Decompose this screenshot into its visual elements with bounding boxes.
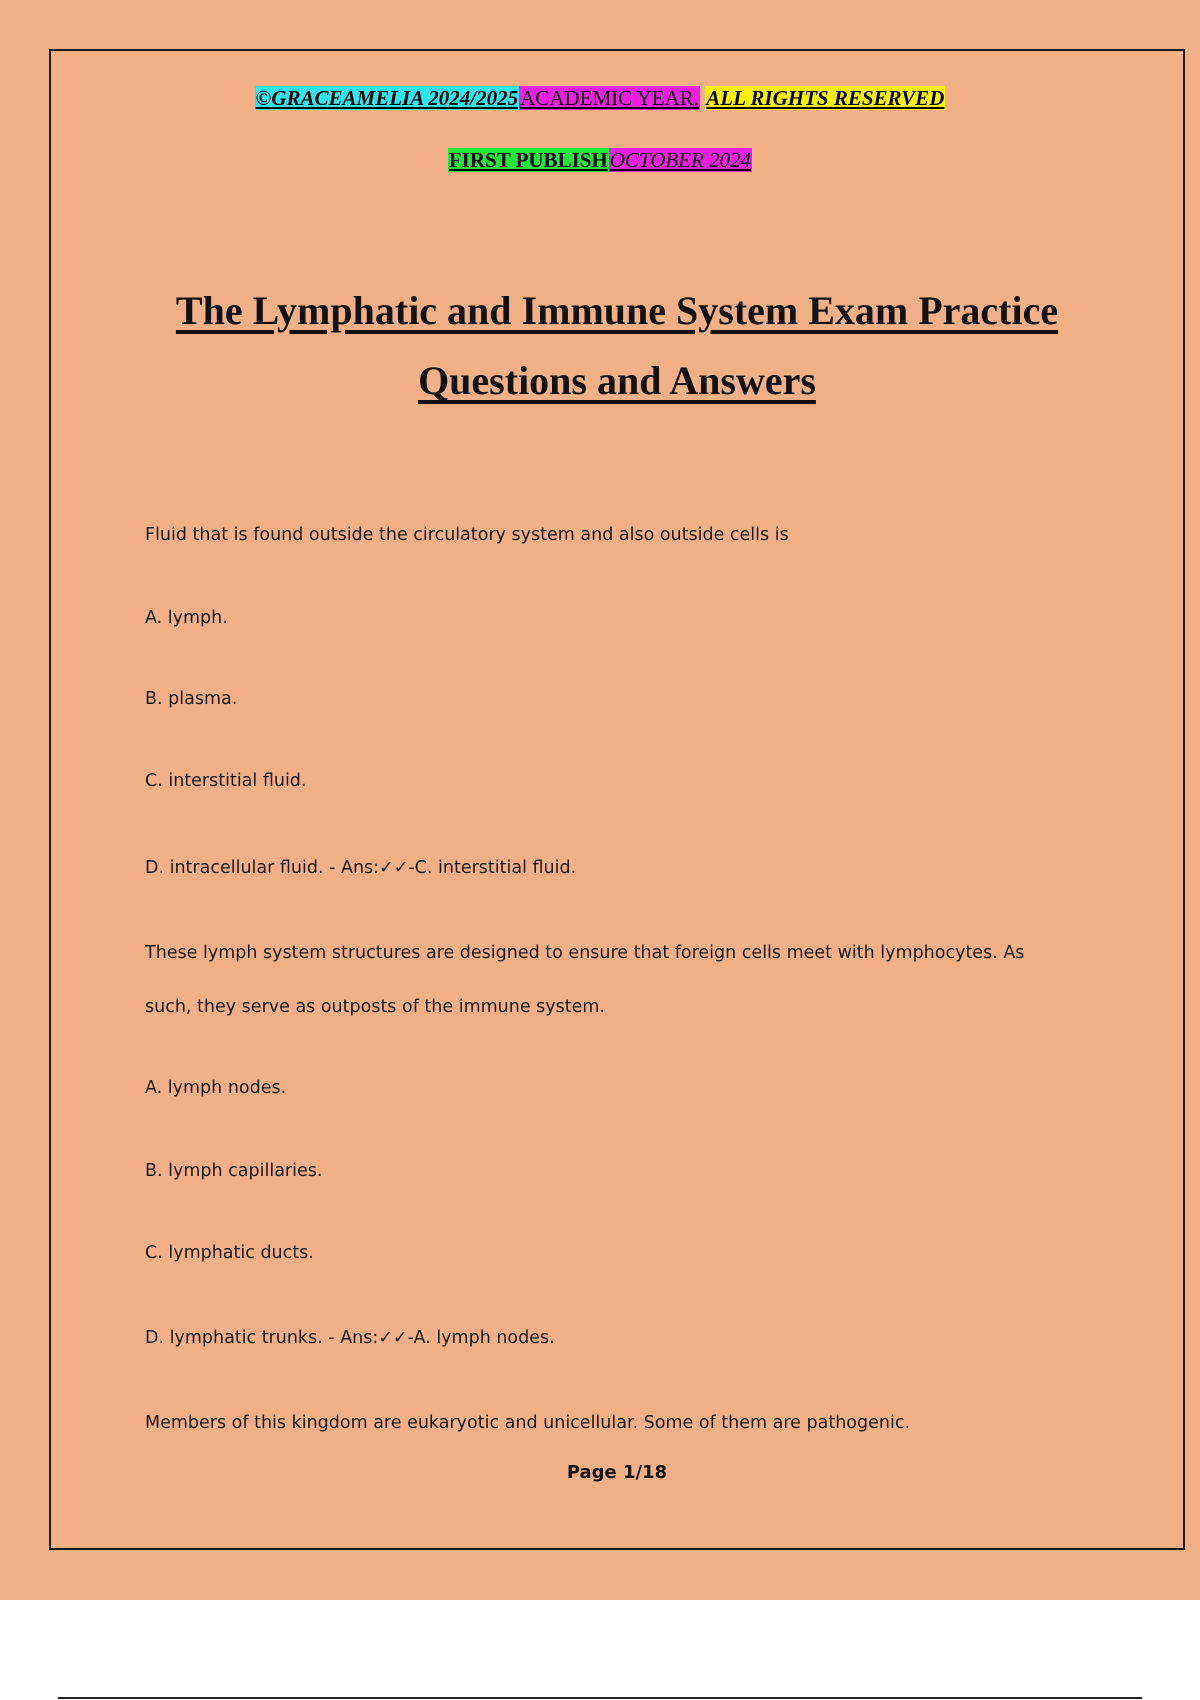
question-1-option-c: C. interstitial fluid.	[145, 771, 307, 791]
question-1-option-a: A. lymph.	[145, 608, 228, 628]
question-2-option-c: C. lymphatic ducts.	[145, 1243, 314, 1263]
academic-year-text: ACADEMIC YEAR.	[520, 86, 700, 110]
copyright-text: ©GRACEAMELIA 2024/2025	[255, 86, 519, 110]
copyright-line	[0, 85, 1200, 111]
question-3-stem: Members of this kingdom are eukaryotic and unicellular. Some of them are pathogenic.	[145, 1413, 911, 1433]
question-1-stem: Fluid that is found outside the circulatory system and also outside cells is	[145, 525, 789, 545]
bottom-divider	[58, 1697, 1142, 1699]
question-2-option-d-answer: D. lymphatic trunks. - Ans:✓✓-A. lymph nodes.	[145, 1328, 555, 1348]
page-border	[49, 49, 1185, 1550]
publish-date-text: OCTOBER 2024	[609, 148, 752, 172]
question-2-stem-line-1: These lymph system structures are designed to ensure that foreign cells meet with lymphocytes. As	[145, 943, 1025, 963]
rights-text: ALL RIGHTS RESERVED	[706, 86, 945, 110]
publish-line	[0, 147, 1200, 173]
question-1-option-b: B. plasma.	[145, 689, 238, 709]
page-number: Page 1/18	[566, 1462, 668, 1483]
first-publish-text: FIRST PUBLISH	[448, 148, 608, 172]
question-2-stem-line-2: such, they serve as outposts of the immune system.	[145, 997, 605, 1017]
page-title-line-1: The Lymphatic and Immune System Exam Practice	[175, 288, 1059, 333]
question-2-option-a: A. lymph nodes.	[145, 1078, 287, 1098]
question-1-option-d-answer: D. intracellular fluid. - Ans:✓✓-C. interstitial fluid.	[145, 858, 577, 878]
page-title-line-2: Questions and Answers	[418, 358, 816, 403]
question-2-option-b: B. lymph capillaries.	[145, 1161, 323, 1181]
